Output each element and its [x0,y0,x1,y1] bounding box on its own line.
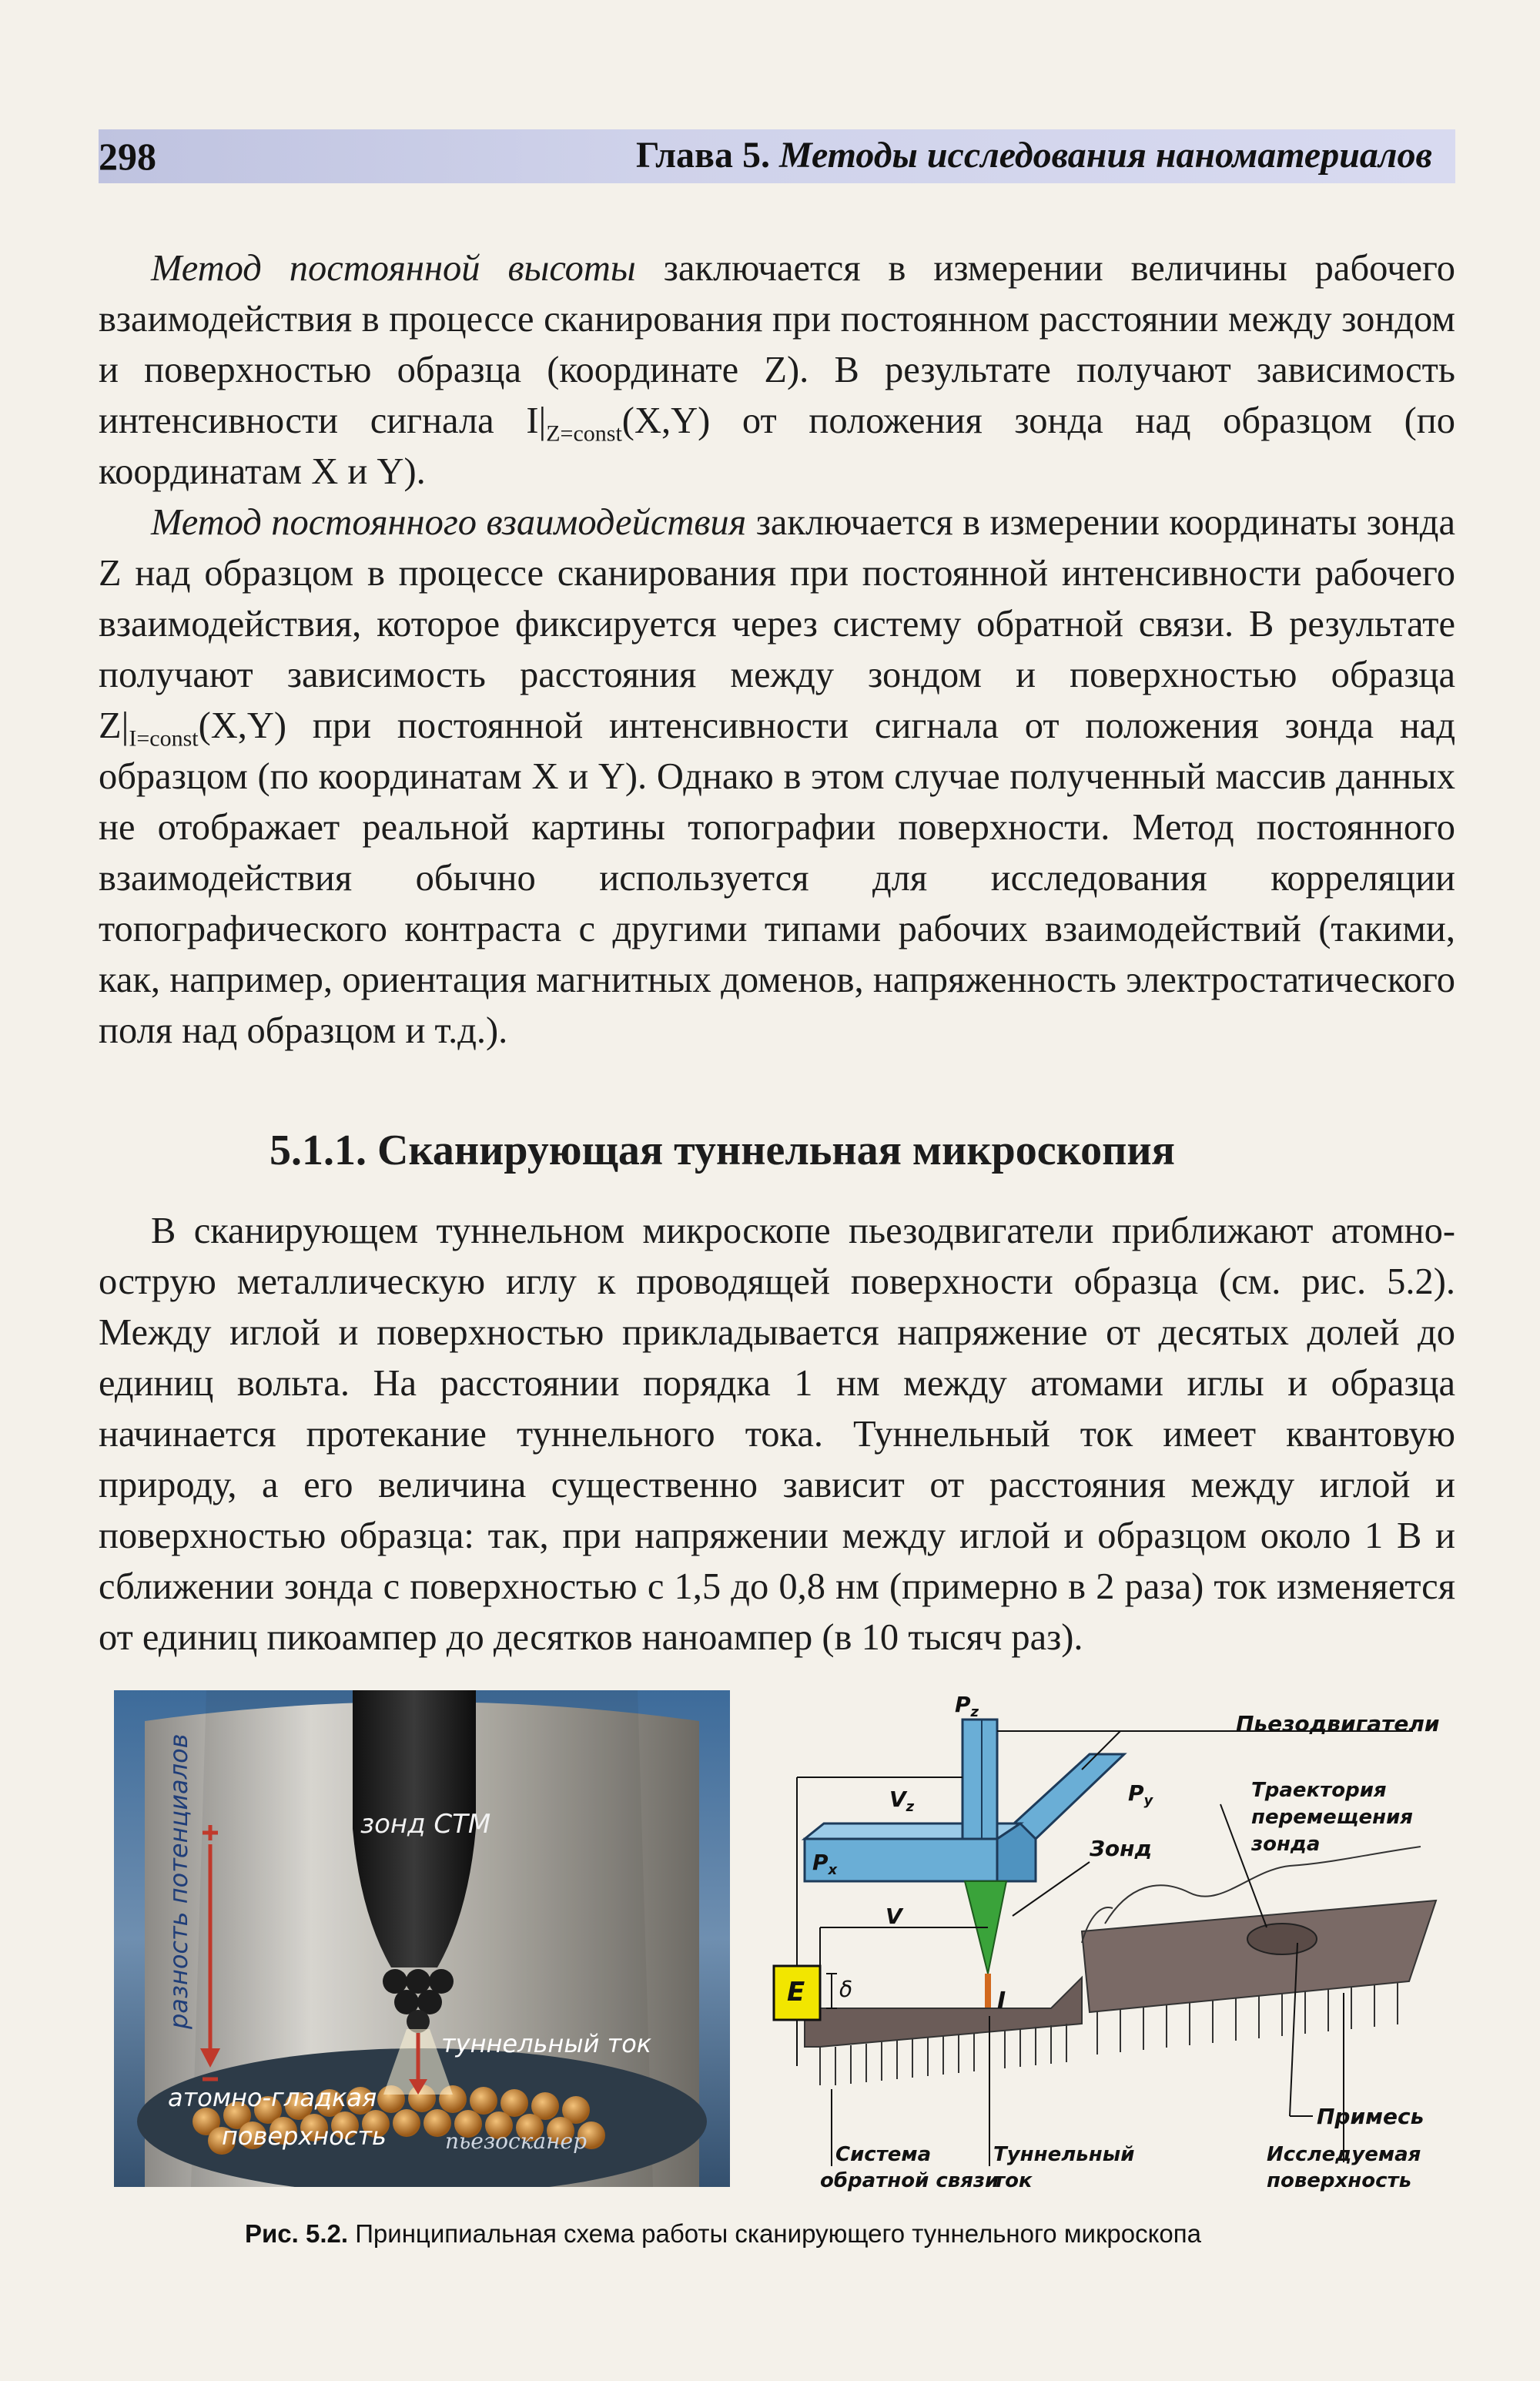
py-label: $P_y$ [1128,1780,1153,1809]
paragraph1-sub: Z=const [546,420,622,447]
tunnel-label-1: Туннельный [993,2143,1135,2166]
impurity-mark [1247,1924,1317,1954]
chapter-name: Методы исследования наноматериалов [778,135,1432,176]
surface-label-1: атомно-гладкая [168,2083,377,2112]
sample-high [1082,1900,1436,2012]
probe-label: зонд СТМ [360,1809,491,1840]
v-label: V [886,1904,902,1929]
surface-label-2: поверхность [222,2121,387,2151]
paragraph2-text-b: (X,Y) при постоянной интенсивности сигнала от положения зонда над образцом (по координатам X и Y). Однако в этом случае полученный массив данных не отображает реальной картины топографии поверхности. Метод постоянного взаимодействия обычно используется для исследования корреляции топографического контраста с другими типами рабочих взаимодействий (такими, как, например, ориентация магнитных доменов, напряженность электростатического поля над образцом и т.д.). [99,705,1455,1051]
running-header [99,129,1455,183]
section-title-text: Сканирующая туннельная микроскопия [377,1127,1175,1174]
pz-label: $P_z$ [955,1692,979,1720]
paragraph1-text-a: заключается в измерении величины рабочего взаимодействия в процессе сканирования при постоянном расстоянии между зондом и поверхностью образца (координате Z). В результате получают зависимость интенсивности сигнала I| [99,248,1455,441]
body-text-top [99,243,1455,1057]
trajectory-label-1: Траектория [1251,1779,1387,1802]
stm-schematic-svg [758,1685,1455,2193]
piezo-label: Пьезодвигатели [1236,1711,1440,1736]
section-heading [270,1126,1175,1175]
e-label: E [787,1977,805,2008]
trajectory-label-2: перемещения [1251,1806,1413,1829]
current-label: туннельный ток [441,2029,652,2058]
delta-label: δ [839,1977,853,2002]
term-constant-interaction: Метод постоянного взаимодействия [151,502,747,543]
section-number: 5.1.1. [270,1127,367,1174]
surface-label-1: Исследуемая [1267,2143,1421,2166]
piezo-z [962,1720,997,1839]
term-constant-height: Метод постоянной высоты [151,248,636,289]
paragraph-constant-interaction [99,497,1455,1057]
potential-label: разность потенциалов [164,1733,193,2029]
caption-label: Рис. 5.2. [245,2219,349,2248]
paragraph-constant-height [99,243,1455,497]
trajectory-label-3: зонда [1251,1833,1321,1856]
paragraph-stm: В сканирующем туннельном микроскопе пьезодвигатели приближают атомно-острую металлическую иглу к проводящей поверхности образца (см. рис. 5.2). Между иглой и поверхностью прикладывается напряжение от десятых долей до единиц вольта. На расстоянии порядка 1 нм между атомами иглы и образца начинается протекание туннельного тока. Туннельный ток имеет квантовую природу, а его величина существенно зависит от расстояния между иглой и поверхностью образца: так, при напряжении между иглой и образцом около 1 В и сближении зонда с поверхностью с 1,5 до 0,8 нм (примерно в 2 раза) ток изменяется от единиц пикоампер до десятков наноампер (в 10 тысяч раз). [99,1211,1455,1658]
feedback-label-1: Система [835,2143,932,2166]
figure-caption [245,2219,1201,2249]
scanner-label: пьезосканер [445,2128,588,2154]
chapter-title [636,134,1432,176]
body-text-stm [99,1206,1455,1663]
vz-label: $V_z$ [889,1787,915,1815]
paragraph2-text-a: заключается в измерении координаты зонда Z над образцом в процессе сканирования при постоянной интенсивности рабочего взаимодействия, которое фиксируется через систему обратной связи. В результате получают зависимость расстояния между зондом и поверхностью образца Z| [99,502,1455,746]
paragraph2-sub: I=const [129,725,199,752]
chapter-prefix: Глава 5. [635,135,770,176]
impurity-label: Примесь [1317,2104,1424,2129]
surface-label-2: поверхность [1267,2169,1412,2192]
i-label: I [997,1988,1006,2014]
px-label: $P_x$ [812,1850,838,1878]
stm-schematic [758,1685,1455,2193]
caption-text: Принципиальная схема работы сканирующего туннельного микроскопа [348,2219,1201,2248]
stm-illustration [114,1690,730,2187]
tunnel-label-2: ток [993,2169,1033,2192]
page-number: 298 [99,135,156,178]
stm-illustration-svg [114,1690,730,2187]
feedback-label-2: обратной связи [820,2169,999,2192]
probe-label: Зонд [1090,1836,1153,1861]
paragraph1-text-b: (X,Y) от положения зонда над образцом (по координатам X и Y). [99,400,1455,492]
